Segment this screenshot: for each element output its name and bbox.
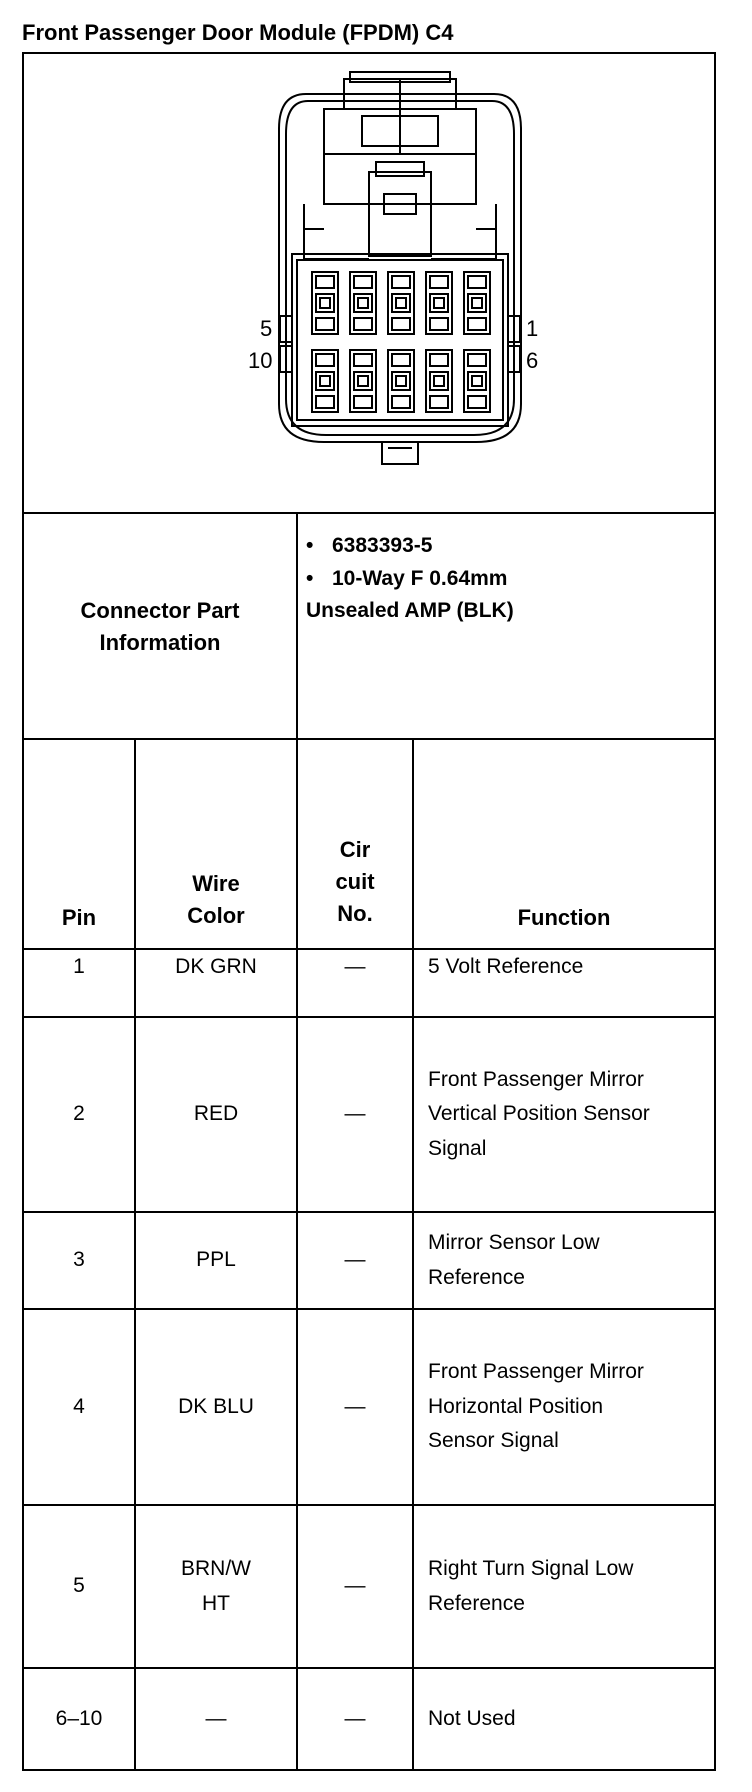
wire-color-cell: PPL [196,1248,236,1272]
function-cell: Right Turn Signal Low Reference [428,1556,634,1615]
function-cell: Front Passenger Mirror Vertical Position Sensor Signal [428,1067,650,1160]
connector-table [22,52,716,1771]
function-cell: Front Passenger Mirror Horizontal Position Sensor Signal [428,1360,644,1453]
pin-label-5: 5 [260,316,273,341]
pin-cell: 3 [73,1248,85,1272]
wire-color-cell: DK GRN [175,955,257,978]
part-number: 6383393-5 [332,534,433,557]
wire-color-cell: DK BLU [178,1394,254,1418]
pin-cell: 6–10 [55,1706,103,1730]
pin-cell: 5 [73,1574,85,1598]
pin-label-10: 10 [248,348,273,373]
wire-color-cell: RED [193,1102,239,1126]
function-cell: Mirror Sensor Low Reference [428,1230,600,1289]
pin-label-6: 6 [526,348,539,373]
pin-cell: 4 [73,1394,85,1418]
column-header-circuit: Cir cuit No. [335,837,375,926]
circuit-cell: — [344,1394,366,1418]
column-header-function: Function [517,905,611,930]
connector-description-line2: Unsealed AMP (BLK) [306,599,514,623]
circuit-cell: — [344,955,366,978]
connector-info-label: Connector Part Information [80,598,240,655]
connector-face-diagram [24,54,714,514]
wire-color-cell: BRN/WHT [181,1556,251,1615]
function-cell: 5 Volt Reference [428,955,584,978]
pin-cell: 2 [73,1102,85,1126]
pin-label-1: 1 [526,316,539,341]
wire-color-cell: — [205,1706,227,1730]
circuit-cell: — [344,1706,366,1730]
page-title: Front Passenger Door Module (FPDM) C4 [22,20,454,45]
circuit-cell: — [344,1248,366,1272]
divider [412,740,414,1769]
connector-description: 10-Way F 0.64mm [332,566,508,590]
circuit-cell: — [344,1574,366,1598]
column-header-wire-color: Wire Color [187,871,245,928]
circuit-cell: — [344,1102,366,1126]
connector-info-value: • 6383393-5 • 10-Way F 0.64mm Unsealed AMP (BLK) [306,530,514,628]
column-header-pin: Pin [61,905,97,930]
pin-cell: 1 [73,955,85,978]
function-cell: Not Used [428,1706,516,1730]
